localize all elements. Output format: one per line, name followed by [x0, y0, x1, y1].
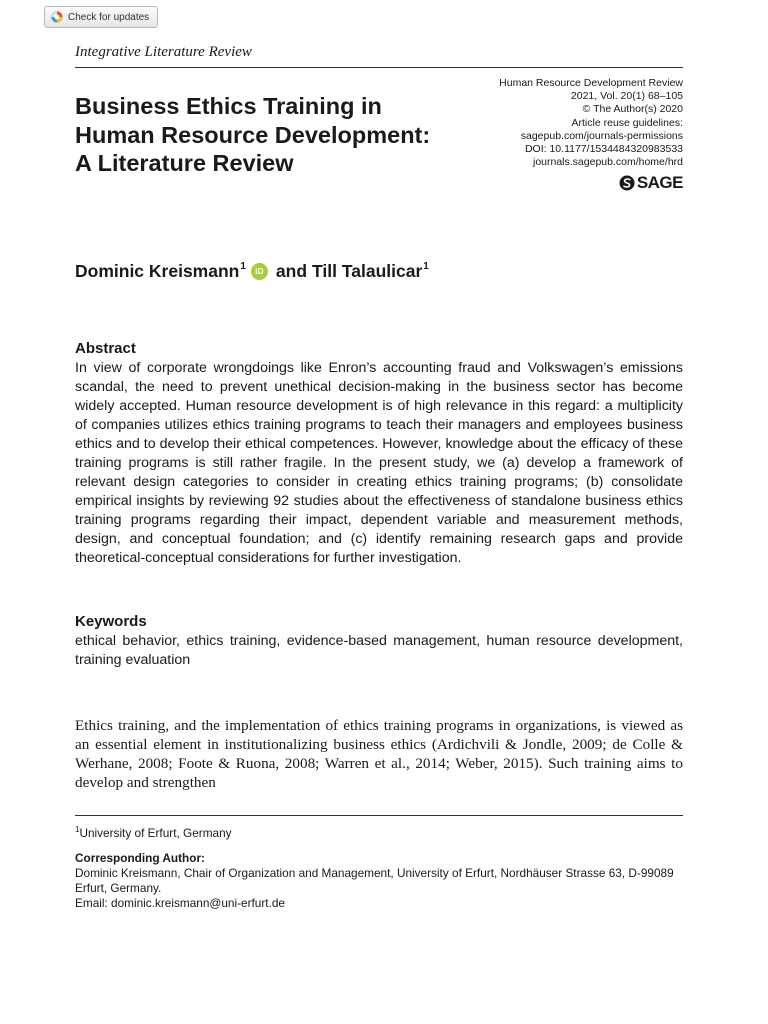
corresponding-author-address: Dominic Kreismann, Chair of Organization and Management, University of Erfurt, Nordhäuser Strasse 63, D-99089 Erfurt, Germany. [75, 866, 674, 895]
affiliation [75, 825, 232, 840]
sage-logo [619, 173, 683, 193]
reuse-link[interactable]: sagepub.com/journals-permissions [520, 129, 683, 142]
journal-name: Human Resource Development Review [499, 77, 683, 89]
author-conjunction: and [275, 261, 308, 281]
running-head: Integrative Literature Review [75, 44, 252, 60]
abstract-text: In view of corporate wrongdoings like Enron’s accounting fraud and Volkswagen’s emissions scandal, the need to prevent unethical decision-making in the business sector has become widely accepted. Human resource development is of high relevance in this regard: a multiplicity of companies utilizes ethics training programs to teach their managers and employees business ethics and to develop their ethical competences. However, knowledge about the efficacy of these training programs is still rather fragile. In the present study, we (a) develop a framework of relevant design categories to consider in creating ethics training programs; (b) consolidate empirical insights by reviewing 92 studies about the effectiveness of standalone business ethics training programs regarding their impact, dependent variable and measurement methods, design, and conceptual foundation; and (c) identify remaining research gaps and provide theoretical-conceptual considerations for further investigation. [75, 360, 683, 566]
sage-logo-icon [619, 175, 635, 191]
check-for-updates-button[interactable] [44, 6, 158, 28]
author-line [75, 261, 429, 282]
author-name: Dominic Kreismann [75, 261, 240, 281]
article-title: Business Ethics Training in Human Resource Development: A Literature Review [75, 93, 431, 176]
author-name: Till Talaulicar [312, 261, 423, 281]
doi-link[interactable]: DOI: 10.1177/1534484320983533 [524, 143, 683, 156]
journal-meta [423, 77, 683, 169]
corresponding-author-heading: Corresponding Author: [75, 851, 205, 865]
sage-logo-text: SAGE [636, 173, 683, 192]
reuse-label: Article reuse guidelines: [571, 116, 683, 129]
affiliation-sup: 1 [75, 825, 80, 834]
orcid-icon[interactable]: iD [251, 263, 268, 280]
copyright: © The Author(s) 2020 [582, 103, 683, 116]
journal-link[interactable]: journals.sagepub.com/home/hrd [532, 156, 683, 169]
affiliation-text: University of Erfurt, Germany [79, 825, 232, 840]
keywords-text: ethical behavior, ethics training, evidence-based management, human resource development, training evaluation [75, 633, 683, 668]
journal-issue: 2021, Vol. 20(1) 68–105 [570, 90, 683, 103]
body-paragraph: Ethics training, and the implementation of ethics training programs in organizations, is viewed as an essential element in institutionalizing business ethics (Ardichvili & Jondle, 2009; de Colle & Werhane, 2008; Foote & Ruona, 2008; Warren et al., 2014; Weber, 2015). Such training aims to develop and strengthen [75, 717, 683, 791]
crossmark-icon [51, 11, 63, 23]
keywords-heading: Keywords [75, 613, 147, 630]
footnote-rule [75, 815, 683, 816]
check-for-updates-label: Check for updates [68, 11, 150, 23]
author-affil-sup: 1 [240, 261, 246, 272]
author-affil-sup: 1 [423, 261, 429, 272]
abstract-heading: Abstract [75, 340, 136, 357]
corresponding-author-email[interactable]: Email: dominic.kreismann@uni-erfurt.de [75, 896, 285, 910]
header-rule [75, 67, 683, 68]
corresponding-author [75, 851, 683, 911]
